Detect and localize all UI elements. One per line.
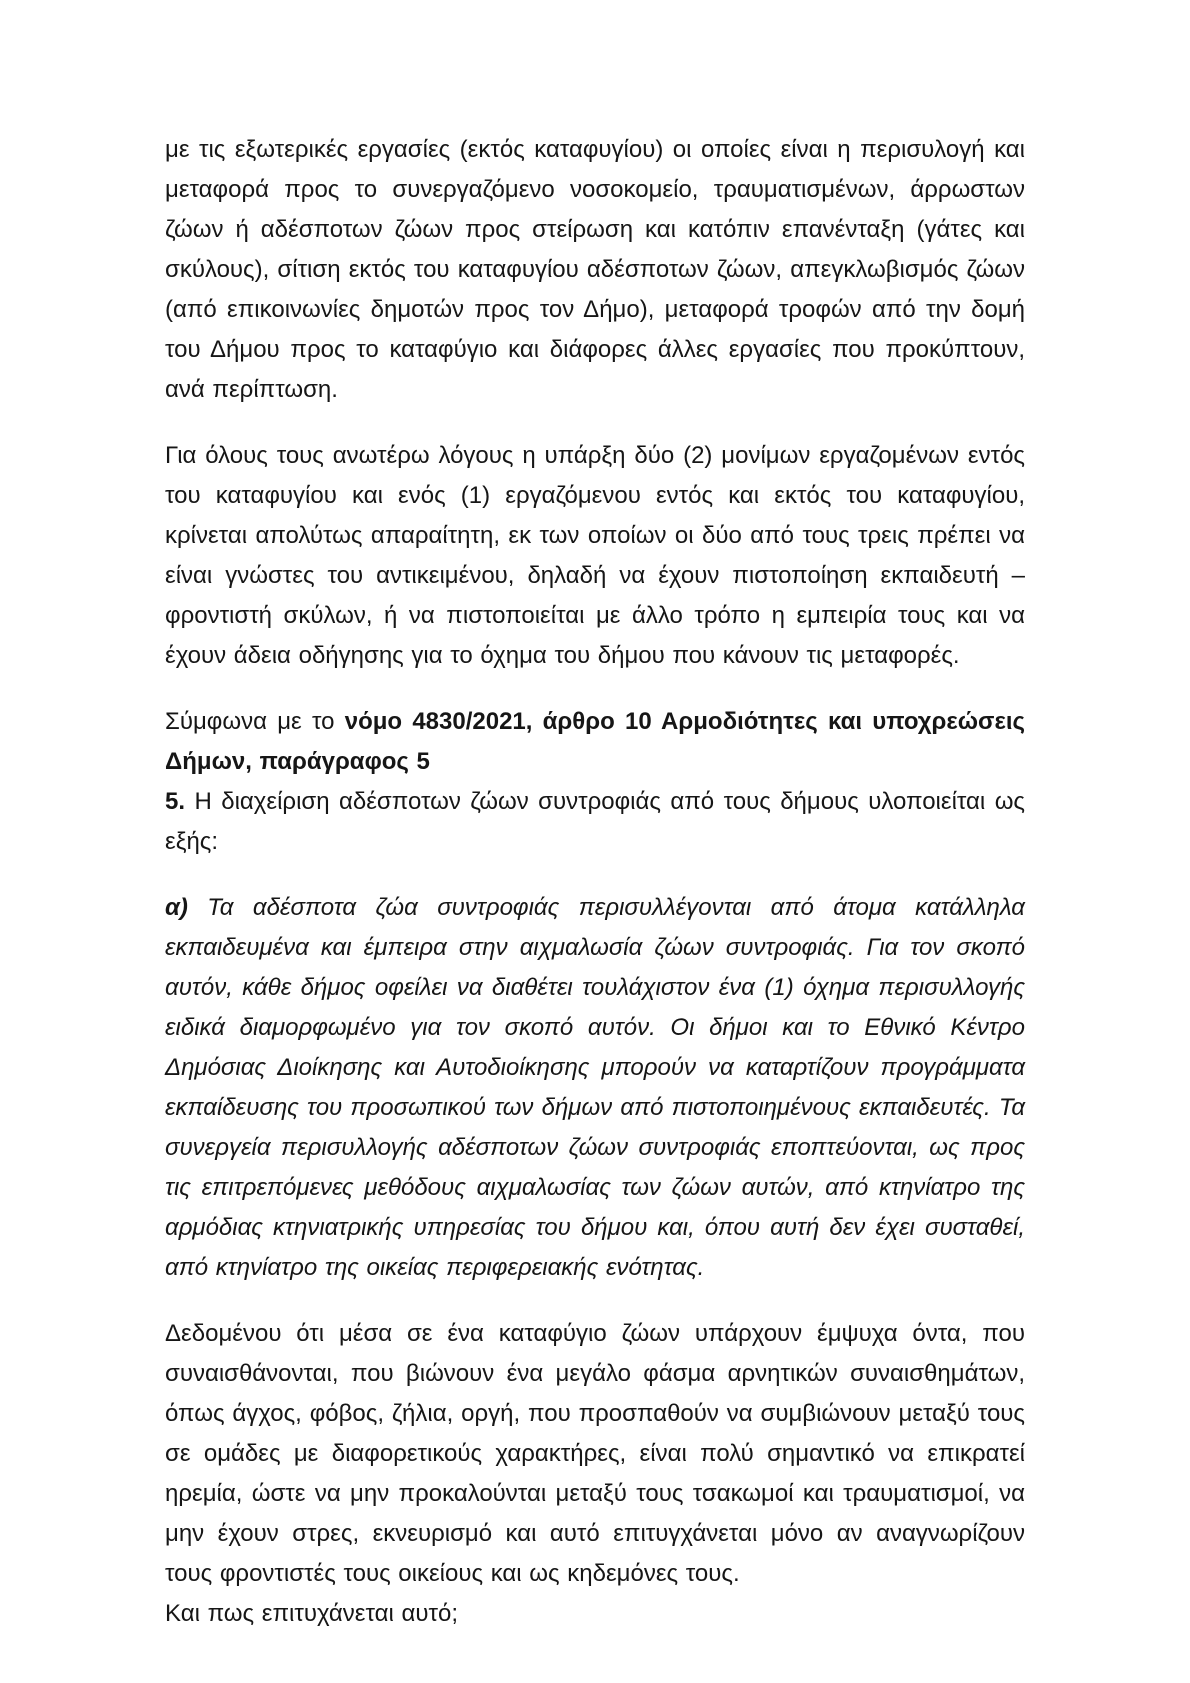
paragraph-shelter-wellbeing [165,1314,1025,1594]
text-run: α) [165,894,188,921]
text-run: Τα αδέσποτα ζώα συντροφιάς περισυλλέγονται από άτομα κατάλληλα εκπαιδευμένα και έμπειρα στην αιχμαλωσία ζώων συντροφιάς. Για τον σκοπό αυτόν, κάθε δήμος οφείλει να διαθέτει τουλάχιστον ένα (1) όχημα περισυλλογής ειδικά διαμορφωμένο για τον σκοπό αυτόν. Οι δήμοι και το Εθνικό Κέντρο Δημόσιας Διοίκησης και Αυτοδιοίκησης μπορούν να καταρτίζουν προγράμματα εκπαίδευσης του προσωπικού των δήμων από πιστοποιημένους εκπαιδευτές. Τα συνεργεία περισυλλογής αδέσποτων ζώων συντροφιάς εποπτεύονται, ως προς τις επιτρεπόμενες μεθόδους αιχμαλωσίας των ζώων αυτών, από κτηνίατρο της αρμόδιας κτηνιατρικής υπηρεσίας του δήμου και, όπου αυτή δεν έχει συσταθεί, από κτηνίατρο της οικείας περιφερειακής ενότητας. [165,894,1025,1281]
heading-law-reference [165,702,1025,782]
text-run: Η διαχείριση αδέσποτων ζώων συντροφιάς από τους δήμους υλοποιείται ως εξής: [165,788,1025,855]
paragraph-staffing-need [165,436,1025,676]
text-run: Και πως επιτυχάνεται αυτό; [165,1600,459,1627]
text-run: Δεδομένου ότι μέσα σε ένα καταφύγιο ζώων υπάρχουν έμψυχα όντα, που συναισθάνονται, που βιώνουν ένα μεγάλο φάσμα αρνητικών συναισθημάτων, όπως άγχος, φόβος, ζήλια, οργή, που προσπαθούν να συμβιώνουν μεταξύ τους σε ομάδες με διαφορετικούς χαρακτήρες, είναι πολύ σημαντικό να επικρατεί ηρεμία, ώστε να μην προκαλούνται μεταξύ τους τσακωμοί και τραυματισμοί, να μην έχουν στρες, εκνευρισμό και αυτό επιτυγχάνεται μόνο αν αναγνωρίζουν τους φροντιστές τους οικείους και ως κηδεμόνες τους. [165,1320,1025,1587]
text-run: νόμο 4830/2021, άρθρο 10 Αρμοδιότητες και υποχρεώσεις Δήμων, παράγραφος 5 [165,708,1025,775]
document-body [165,130,1025,1634]
text-run: Σύμφωνα με το [165,708,345,735]
text-run: με τις εξωτερικές εργασίες (εκτός καταφυγίου) οι οποίες είναι η περισυλογή και μεταφορά προς το συνεργαζόμενο νοσοκομείο, τραυματισμένων, άρρωστων ζώων ή αδέσποτων ζώων προς στείρωση και κατόπιν επανένταξη (γάτες και σκύλους), σίτιση εκτός του καταφυγίου αδέσποτων ζώων, απεγκλωβισμός ζώων (από επικοινωνίες δημοτών προς τον Δήμο), μεταφορά τροφών από την δομή του Δήμου προς το καταφύγιο και διάφορες άλλες εργασίες που προκύπτουν, ανά περίπτωση. [165,136,1025,403]
paragraph-law-quote-a [165,888,1025,1288]
text-run: 5. [165,788,186,815]
paragraph-external-tasks [165,130,1025,410]
paragraph-closing-question [165,1594,1025,1634]
text-run: Για όλους τους ανωτέρω λόγους η υπάρξη δύο (2) μονίμων εργαζομένων εντός του καταφυγίου και ενός (1) εργαζόμενου εντός και εκτός του καταφυγίου, κρίνεται απολύτως απαραίτητη, εκ των οποίων οι δύο από τους τρεις πρέπει να είναι γνώστες του αντικειμένου, δηλαδή να έχουν πιστοποίηση εκπαιδευτή – φροντιστή σκύλων, ή να πιστοποιείται με άλλο τρόπο η εμπειρία τους και να έχουν άδεια οδήγησης για το όχημα του δήμου που κάνουν τις μεταφορές. [165,442,1025,669]
paragraph-item-5 [165,782,1025,862]
